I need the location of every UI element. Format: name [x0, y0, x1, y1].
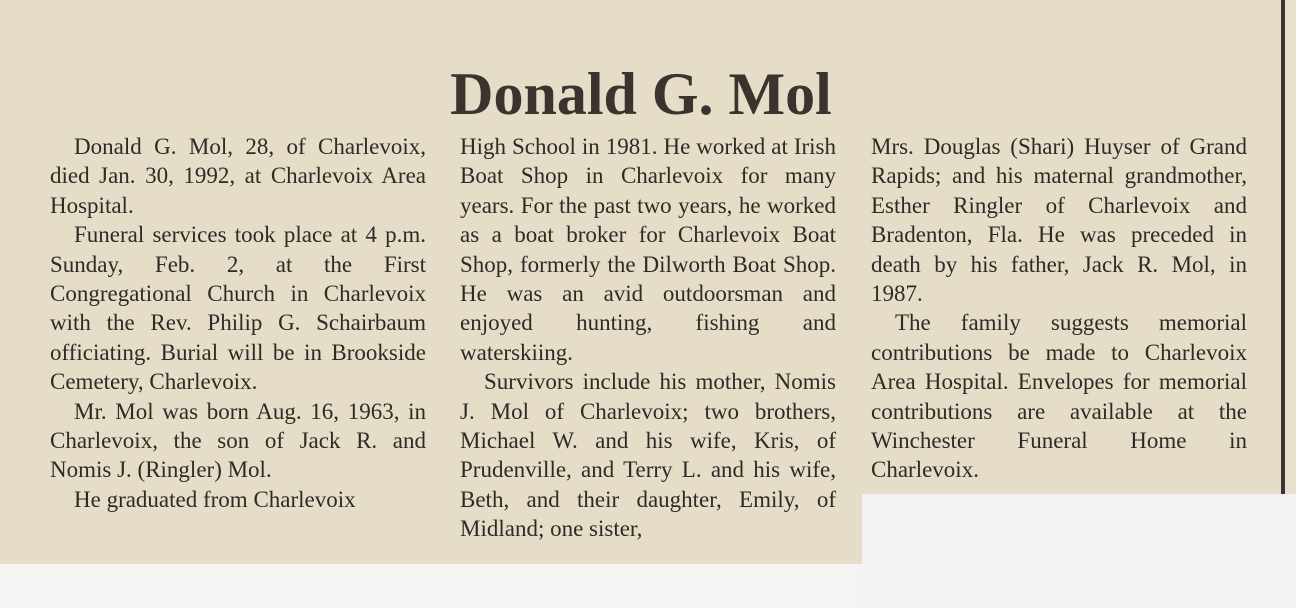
paragraph: Donald G. Mol, 28, of Charlevoix, died Jan. 30, 1992, at Charlevoix Area Hospital. — [50, 134, 426, 218]
scan-margin — [0, 564, 862, 608]
paragraph: The family suggests memorial contributions be made to Charlevoix Area Hospital. Envelopes for memorial contributions are available at the Winchester Funeral Home in Charlevoix. — [871, 310, 1247, 483]
text-column-3 — [871, 132, 1247, 485]
paragraph: High School in 1981. He worked at Irish Boat Shop in Charlevoix for many years. For the past two years, he worked as a boat broker for Charlevoix Boat Shop, formerly the Dilworth Boat Shop. He was an avid outdoorsman and enjoyed hunting, fishing and waterskiing. — [460, 134, 836, 365]
paragraph: Funeral services took place at 4 p.m. Sunday, Feb. 2, at the First Congregational Church in Charlevoix with the Rev. Philip G. Schairbaum officiating. Burial will be in Brookside Cemetery, Charlevoix. — [50, 222, 426, 395]
text-column-2 — [460, 132, 836, 544]
paragraph: Mr. Mol was born Aug. 16, 1963, in Charlevoix, the son of Jack R. and Nomis J. (Ringler) Mol. — [50, 398, 426, 483]
adjacent-clipping-edge — [862, 494, 1296, 608]
paragraph: Mrs. Douglas (Shari) Huyser of Grand Rapids; and his maternal grandmother, Esther Ringler of Charlevoix and Bradenton, Fla. He was preceded in death by his father, Jack R. Mol, in 1987. — [871, 134, 1247, 307]
text-column-1 — [50, 132, 426, 514]
paragraph: He graduated from Charlevoix — [74, 486, 356, 512]
paragraph: Survivors include his mother, Nomis J. Mol of Charlevoix; two brothers, Michael W. and his wife, Kris, of Prudenville, and Terry L. and his wife, Beth, and their daughter, Emily, of Midland; one sister, — [460, 369, 836, 542]
obituary-headline: Donald G. Mol — [450, 61, 832, 128]
